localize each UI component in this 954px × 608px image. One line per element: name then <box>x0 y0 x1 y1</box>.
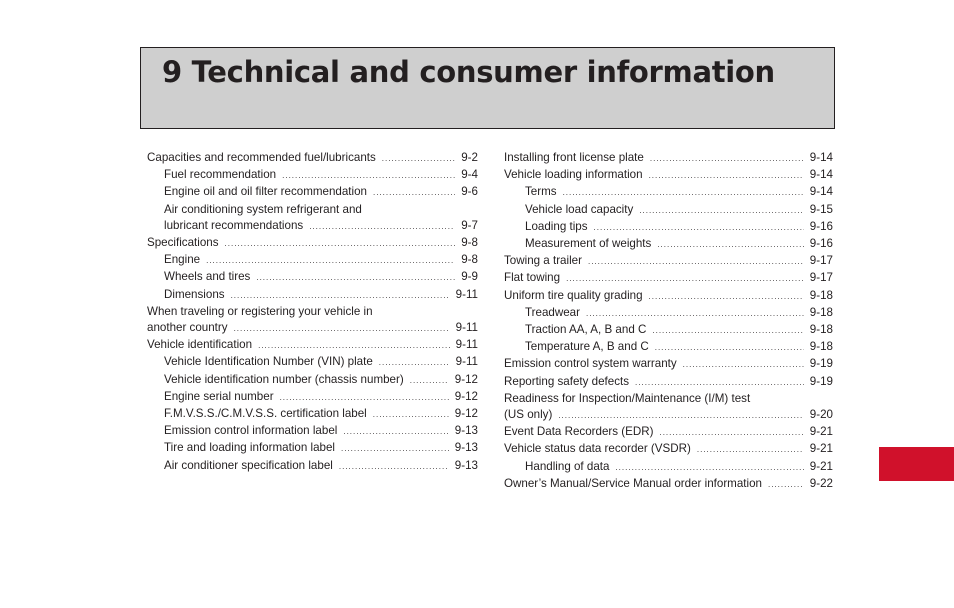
toc-entry[interactable] <box>504 150 833 167</box>
toc-leader-dots <box>650 151 804 167</box>
toc-entry-label: Installing front license plate <box>504 151 644 164</box>
toc-entry[interactable] <box>504 219 833 236</box>
toc-entry-page: 9-8 <box>461 253 478 267</box>
chapter-tab-marker <box>879 447 954 481</box>
toc-entry-page: 9-18 <box>809 288 833 302</box>
toc-entry-label: Fuel recommendation <box>164 168 277 182</box>
toc-right-column <box>504 150 833 493</box>
toc-entry-page: 9-16 <box>809 237 833 251</box>
toc-entry[interactable] <box>147 337 478 354</box>
toc-entry[interactable] <box>504 476 833 493</box>
toc-entry-page: 9-11 <box>455 338 478 352</box>
toc-entry[interactable] <box>504 374 833 391</box>
toc-entry[interactable] <box>147 406 478 423</box>
toc-entry-page: 9-7 <box>461 218 478 232</box>
toc-entry-label: lubricant recommendations <box>164 218 304 232</box>
toc-leader-dots <box>373 185 455 201</box>
toc-leader-dots <box>655 340 804 356</box>
toc-entry[interactable] <box>504 424 833 441</box>
toc-leader-dots <box>339 459 449 475</box>
toc-leader-dots <box>258 338 450 354</box>
toc-entry[interactable] <box>504 202 833 219</box>
toc-entry-page: 9-21 <box>809 459 833 473</box>
toc-entry[interactable] <box>504 236 833 253</box>
toc-entry-page: 9-20 <box>809 408 833 422</box>
toc-entry[interactable] <box>504 253 833 270</box>
toc-entry[interactable] <box>147 235 478 252</box>
toc-entry-label: Vehicle identification <box>147 338 253 352</box>
toc-leader-dots <box>563 185 804 201</box>
toc-entry-page: 9-2 <box>461 151 478 164</box>
toc-entry-page: 9-11 <box>455 321 478 335</box>
toc-entry-label: Tire and loading information label <box>164 441 336 455</box>
toc-leader-dots <box>280 390 449 406</box>
toc-leader-dots <box>615 460 803 476</box>
toc-leader-dots <box>635 375 804 391</box>
toc-leader-dots <box>639 203 804 219</box>
toc-entry-label: Treadwear <box>525 305 580 319</box>
toc-entry[interactable] <box>504 288 833 305</box>
toc-entry-label-line1: When traveling or registering your vehicle in <box>147 304 373 318</box>
toc-entry-page: 9-13 <box>454 458 478 472</box>
chapter-header <box>140 47 835 129</box>
toc-leader-dots <box>341 441 449 457</box>
toc-entry-page: 9-17 <box>809 271 833 285</box>
toc-entry-page: 9-13 <box>454 424 478 438</box>
toc-leader-dots <box>652 323 803 339</box>
toc-entry-label: another country <box>147 321 228 335</box>
page-title: 9 Technical and consumer information <box>162 55 775 89</box>
toc-entry-label: Vehicle status data recorder (VSDR) <box>504 442 691 456</box>
toc-entry-page: 9-18 <box>809 340 833 354</box>
toc-leader-dots <box>382 151 455 167</box>
toc-entry-label: (US only) <box>504 408 553 422</box>
toc-entry-page: 9-14 <box>809 151 833 164</box>
toc-entry-label: F.M.V.S.S./C.M.V.S.S. certification label <box>164 407 367 421</box>
toc-entry-label-line1: Readiness for Inspection/Maintenance (I/M) test <box>504 391 751 405</box>
toc-entry-page: 9-4 <box>461 168 478 182</box>
toc-entry-label: Terms <box>525 185 557 199</box>
toc-entry-page: 9-12 <box>454 389 478 403</box>
toc-entry-page: 9-22 <box>809 476 833 490</box>
toc-entry-label: Engine <box>164 253 201 267</box>
toc-entry[interactable] <box>147 184 478 201</box>
toc-entry[interactable] <box>147 150 478 167</box>
toc-entry-page: 9-8 <box>461 236 478 250</box>
toc-leader-dots <box>649 168 804 184</box>
toc-entry[interactable] <box>147 389 478 406</box>
toc-entry-label: Uniform tire quality grading <box>504 288 643 302</box>
toc-entry-label: Air conditioner specification label <box>164 458 333 472</box>
toc-entry-label: Engine oil and oil filter recommendation <box>164 185 368 199</box>
toc-leader-dots <box>206 253 455 269</box>
toc-entry[interactable] <box>504 270 833 287</box>
toc-entry-page: 9-11 <box>455 287 478 301</box>
toc-entry[interactable] <box>147 218 478 235</box>
toc-entry-label-line1: Air conditioning system refrigerant and <box>164 202 362 216</box>
toc-leader-dots <box>768 477 804 493</box>
toc-entry-page: 9-19 <box>809 357 833 371</box>
toc-entry-page: 9-14 <box>809 168 833 182</box>
toc-entry[interactable] <box>504 322 833 339</box>
toc-entry-page: 9-12 <box>454 407 478 421</box>
toc-entry-page: 9-14 <box>809 185 833 199</box>
toc-entry-page: 9-6 <box>461 185 478 199</box>
toc-entry-label: Specifications <box>147 236 219 250</box>
toc-entry-label: Vehicle identification number (chassis number) <box>164 372 404 386</box>
toc-entry-label: Vehicle Identification Number (VIN) plate <box>164 355 373 369</box>
toc-leader-dots <box>379 355 450 371</box>
toc-entry-page: 9-18 <box>809 323 833 337</box>
toc-entry[interactable] <box>504 441 833 458</box>
toc-leader-dots <box>586 306 804 322</box>
toc-entry-page: 9-19 <box>809 374 833 388</box>
toc-entry[interactable] <box>504 339 833 356</box>
toc-left-column <box>147 150 478 475</box>
toc-entry[interactable] <box>147 269 478 286</box>
toc-entry[interactable] <box>504 407 833 424</box>
toc-entry[interactable] <box>147 167 478 184</box>
toc-entry-page: 9-21 <box>809 425 833 439</box>
toc-entry[interactable] <box>504 305 833 322</box>
toc-entry-label: Emission control system warranty <box>504 357 677 371</box>
toc-entry[interactable] <box>147 320 478 337</box>
toc-entry-label: Dimensions <box>164 287 225 301</box>
toc-entry[interactable] <box>147 252 478 269</box>
toc-leader-dots <box>594 220 804 236</box>
toc-entry-label: Capacities and recommended fuel/lubricants <box>147 151 376 164</box>
toc-leader-dots <box>697 442 804 458</box>
toc-entry-label: Towing a trailer <box>504 254 582 268</box>
toc-entry-label: Event Data Recorders (EDR) <box>504 425 654 439</box>
toc-leader-dots <box>234 321 450 337</box>
toc-entry[interactable] <box>504 167 833 184</box>
toc-entry-page: 9-12 <box>454 372 478 386</box>
toc-entry-label: Vehicle loading information <box>504 168 643 182</box>
toc-entry-page: 9-18 <box>809 305 833 319</box>
toc-leader-dots <box>683 357 804 373</box>
toc-entry-page: 9-11 <box>455 355 478 369</box>
toc-leader-dots <box>309 219 455 235</box>
toc-leader-dots <box>282 168 455 184</box>
toc-entry[interactable] <box>147 354 478 371</box>
toc-leader-dots <box>256 270 455 286</box>
toc-entry[interactable] <box>147 440 478 457</box>
toc-entry[interactable] <box>147 287 478 304</box>
toc-entry-page: 9-16 <box>809 219 833 233</box>
toc-entry-label: Reporting safety defects <box>504 374 630 388</box>
toc-entry[interactable] <box>504 459 833 476</box>
toc-leader-dots <box>566 271 804 287</box>
toc-leader-dots <box>649 289 804 305</box>
toc-entry-page: 9-21 <box>809 442 833 456</box>
toc-entry-page: 9-13 <box>454 441 478 455</box>
toc-entry-label: Traction AA, A, B and C <box>525 323 647 337</box>
toc-entry-page: 9-15 <box>809 202 833 216</box>
toc-entry-label: Handling of data <box>525 459 610 473</box>
toc-entry[interactable] <box>504 356 833 373</box>
toc-entry-page: 9-9 <box>461 270 478 284</box>
toc-leader-dots <box>373 407 449 423</box>
toc-entry-label: Flat towing <box>504 271 561 285</box>
toc-entry[interactable] <box>147 423 478 440</box>
toc-entry[interactable] <box>504 184 833 201</box>
toc-entry-label: Vehicle load capacity <box>525 202 634 216</box>
toc-entry-label: Measurement of weights <box>525 237 652 251</box>
toc-leader-dots <box>225 236 456 252</box>
toc-leader-dots <box>659 425 803 441</box>
toc-entry-label: Emission control information label <box>164 424 338 438</box>
toc-entry-page: 9-17 <box>809 254 833 268</box>
toc-leader-dots <box>231 288 450 304</box>
toc-leader-dots <box>657 237 803 253</box>
toc-leader-dots <box>410 373 449 389</box>
toc-entry-label: Owner’s Manual/Service Manual order information <box>504 476 762 490</box>
toc-entry[interactable] <box>147 372 478 389</box>
toc-entry-label: Loading tips <box>525 219 588 233</box>
toc-entry[interactable] <box>147 458 478 475</box>
toc-leader-dots <box>343 424 448 440</box>
toc-entry-label: Engine serial number <box>164 389 274 403</box>
toc-leader-dots <box>558 408 803 424</box>
toc-leader-dots <box>588 254 804 270</box>
toc-entry-label: Temperature A, B and C <box>525 340 649 354</box>
toc-entry-label: Wheels and tires <box>164 270 251 284</box>
